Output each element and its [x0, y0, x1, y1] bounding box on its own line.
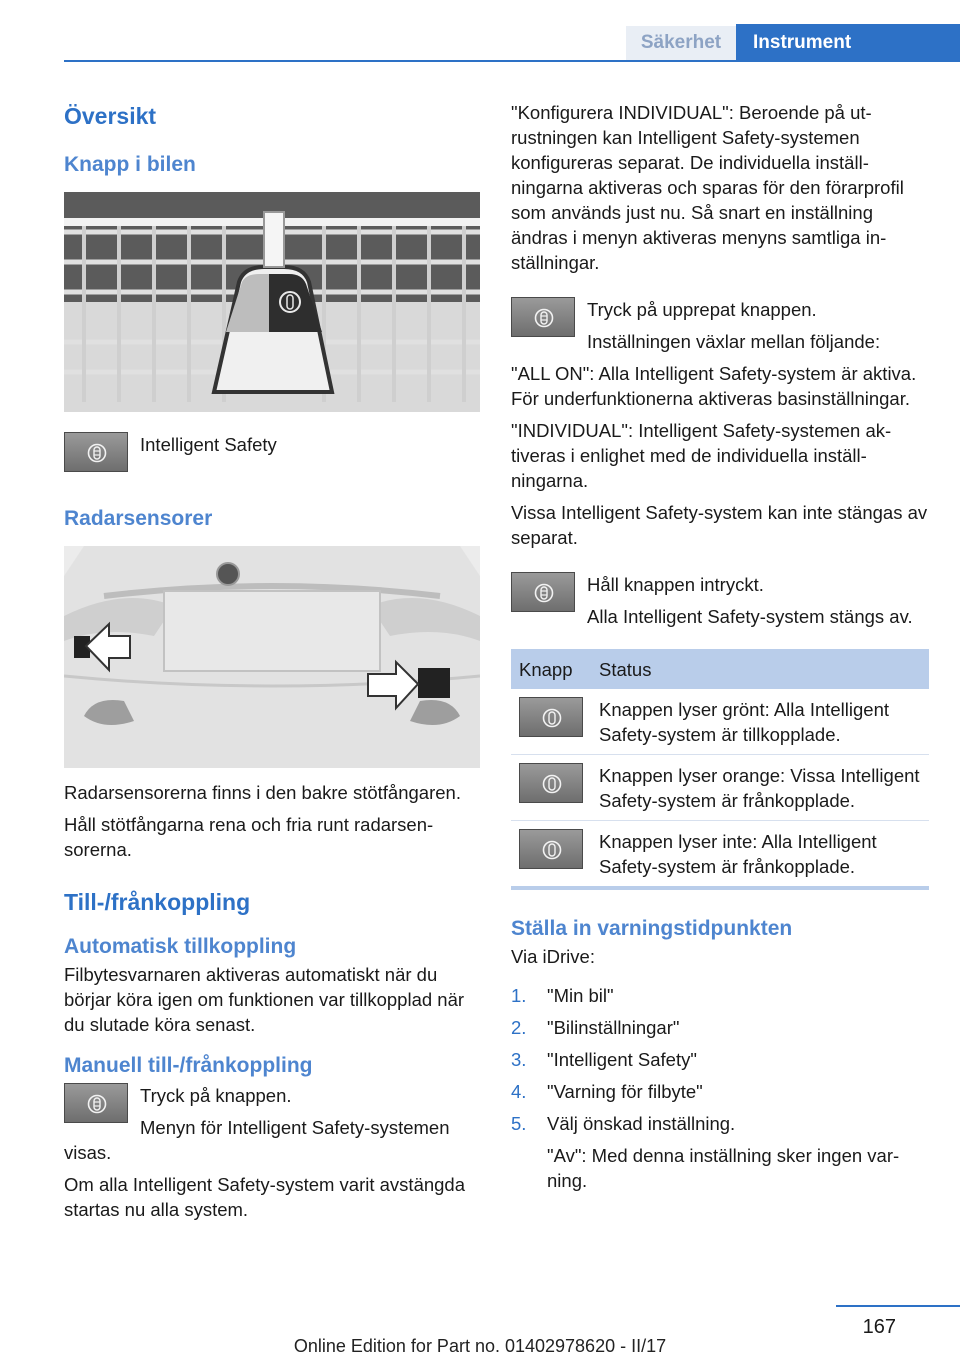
- list-item: 4. "Varning för filbyte": [511, 1081, 703, 1102]
- status-cell: Knappen lyser orange: Vissa Intelligent Safety-system är frånkopplade.: [591, 755, 929, 821]
- repeat-button-row: [511, 297, 929, 354]
- step-sub-text: "Av": Med denna inställning sker ingen varning.: [547, 1145, 900, 1191]
- hold-line-2: Alla Intelligent Safety-system stängs av.: [587, 606, 913, 627]
- radar-paragraph-1: Radarsensorerna finns i den bakre stötfångaren.: [64, 782, 461, 803]
- status-cell: Knappen lyser inte: Alla Intelligent Safety-system är frånkopplade.: [591, 821, 929, 889]
- table-row: [511, 821, 929, 889]
- status-cell: Knappen lyser grönt: Alla Intelligent Safety-system är tillkopplade.: [591, 689, 929, 755]
- heading-till-frankoppling: Till-/frånkoppling: [64, 889, 251, 915]
- table-row: [511, 755, 929, 821]
- chapter-tab[interactable]: Instrument: [736, 24, 960, 62]
- list-item: 2. "Bilinställningar": [511, 1017, 680, 1038]
- grille-photo: [64, 192, 480, 412]
- allon-paragraph: "ALL ON": Alla Intelligent Safety-system är aktiva. För underfunktionerna aktiveras basinställningar.: [511, 363, 917, 409]
- intelligent-safety-button-icon[interactable]: [511, 572, 575, 612]
- heading-stalla-in: Ställa in varningstidpunkten: [511, 917, 793, 940]
- page-number: 167: [862, 1316, 896, 1338]
- vissa-paragraph: Vissa Intelligent Safety-system kan inte stängas av separat.: [511, 502, 928, 548]
- manuell-line-2: Menyn för Intelligent Safety-systemen visas.: [64, 1117, 450, 1163]
- manuell-line-1: Tryck på knappen.: [140, 1085, 292, 1106]
- intelligent-safety-button-icon[interactable]: [64, 1083, 128, 1123]
- col-header-status: Status: [591, 649, 929, 689]
- individual-paragraph: "INDIVIDUAL": Intelligent Safety-systemen aktiveras i enlighet med de individuella inställningarna.: [511, 420, 892, 491]
- status-table: [511, 649, 929, 890]
- button-caption: Intelligent Safety: [140, 434, 277, 455]
- konfig-paragraph: "Konfigurera INDIVIDUAL": Beroende på utrustningen kan Intelligent Safety-systemen konfigureras separat. De individuella inställningarna aktiveras och sparas för den förarprofil som används just nu. Så snart en inställning ändras i menyn aktiveras menyns samtliga inställningar.: [511, 102, 904, 273]
- button-off-icon: [519, 829, 583, 869]
- header-rule: [64, 60, 960, 62]
- section-tab[interactable]: Säkerhet: [626, 26, 736, 60]
- heading-automatisk-tillkoppling: Automatisk tillkoppling: [64, 935, 297, 958]
- edition-line: Online Edition for Part no. 01402978620 - II/17: [293, 1336, 667, 1356]
- intelligent-safety-button-row: [64, 432, 480, 474]
- radar-paragraph-2: Håll stötfångarna rena och fria runt radarsensorerna.: [64, 814, 434, 860]
- left-column: [64, 100, 480, 1222]
- col-header-knapp: Knapp: [511, 649, 591, 689]
- rear-bumper-photo: [64, 546, 480, 768]
- manuell-paragraph: Om alla Intelligent Safety-system varit avstängda startas nu alla system.: [64, 1174, 466, 1220]
- right-column: [511, 100, 929, 1200]
- manuell-button-row: [64, 1083, 480, 1165]
- list-item: 1. "Min bil": [511, 985, 614, 1006]
- repeat-line-2: Inställningen växlar mellan följande:: [587, 331, 881, 352]
- button-green-icon: [519, 697, 583, 737]
- page-header: [0, 0, 960, 62]
- hold-button-row: [511, 572, 929, 629]
- table-header-row: [511, 649, 929, 689]
- steps-list: [511, 983, 929, 1193]
- list-item: 5. Välj önskad inställning. "Av": Med denna inställning sker ingen varning.: [511, 1111, 929, 1193]
- repeat-line-1: Tryck på upprepat knappen.: [587, 299, 817, 320]
- hold-line-1: Håll knappen intryckt.: [587, 574, 764, 595]
- footer-rule: [836, 1305, 960, 1307]
- heading-manuell: Manuell till-/frånkoppling: [64, 1054, 313, 1077]
- table-row: [511, 689, 929, 755]
- auto-paragraph: Filbytesvarnaren aktiveras automatiskt när du börjar köra igen om funktionen var tillkopplad när du slutade köra senast.: [64, 964, 465, 1035]
- heading-radarsensorer: Radarsensorer: [64, 507, 213, 530]
- button-orange-icon: [519, 763, 583, 803]
- via-idrive: Via iDrive:: [511, 946, 595, 967]
- heading-oversikt: Översikt: [64, 103, 157, 129]
- intelligent-safety-button-icon[interactable]: [511, 297, 575, 337]
- heading-knapp-i-bilen: Knapp i bilen: [64, 153, 196, 176]
- list-item: 3. "Intelligent Safety": [511, 1049, 697, 1070]
- intelligent-safety-button-icon[interactable]: [64, 432, 128, 472]
